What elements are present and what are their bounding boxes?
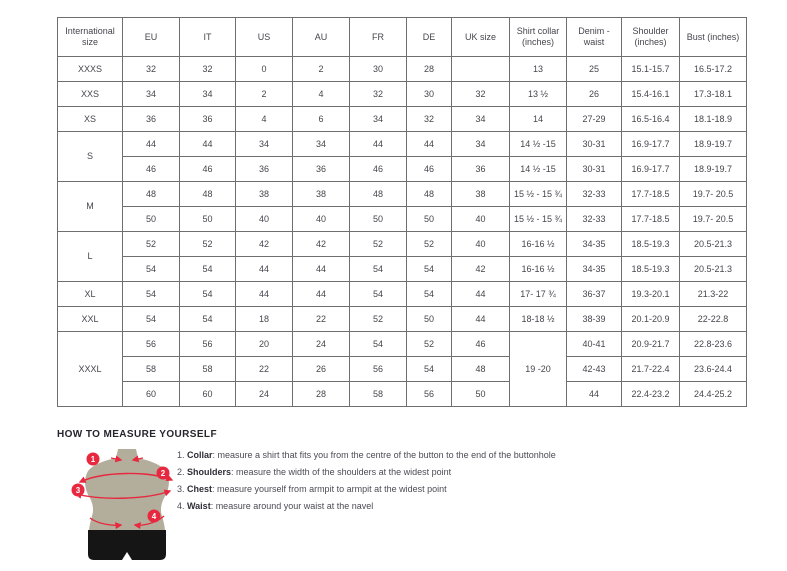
value-cell: 32 (452, 82, 510, 107)
table-row (58, 157, 747, 182)
value-cell: 26 (293, 357, 350, 382)
value-cell: 40 (452, 232, 510, 257)
measure-section-title: HOW TO MEASURE YOURSELF (57, 429, 217, 440)
value-cell: 22-22.8 (680, 307, 747, 332)
value-cell: 30-31 (567, 157, 622, 182)
size-label-cell: M (58, 182, 123, 232)
value-cell: 44 (236, 282, 293, 307)
value-cell: 20 (236, 332, 293, 357)
header-row (58, 18, 747, 57)
value-cell: 36 (293, 157, 350, 182)
value-cell: 36 (236, 157, 293, 182)
instruction-number: 1. (177, 450, 188, 460)
size-label-cell: XL (58, 282, 123, 307)
value-cell: 20.5-21.3 (680, 257, 747, 282)
instruction-text: : measure the width of the shoulders at the widest point (231, 467, 452, 477)
size-label-cell: XXXS (58, 57, 123, 82)
column-header: Denim - waist (567, 18, 622, 57)
value-cell: 52 (350, 307, 407, 332)
value-cell: 58 (123, 357, 180, 382)
value-cell: 17.7-18.5 (622, 182, 680, 207)
value-cell: 52 (123, 232, 180, 257)
value-cell: 4 (236, 107, 293, 132)
value-cell: 38 (452, 182, 510, 207)
column-header: IT (180, 18, 236, 57)
value-cell: 16.5-17.2 (680, 57, 747, 82)
value-cell: 36 (123, 107, 180, 132)
instruction-label: Waist (187, 501, 211, 511)
measure-instruction (177, 467, 556, 477)
column-header: FR (350, 18, 407, 57)
value-cell: 38-39 (567, 307, 622, 332)
instruction-number: 4. (177, 501, 188, 511)
table-row (58, 107, 747, 132)
value-cell: 21.3-22 (680, 282, 747, 307)
value-cell: 52 (407, 232, 452, 257)
value-cell: 22.4-23.2 (622, 382, 680, 407)
value-cell: 56 (350, 357, 407, 382)
value-cell: 44 (123, 132, 180, 157)
value-cell: 32-33 (567, 207, 622, 232)
value-cell: 18-18 ½ (510, 307, 567, 332)
instruction-number: 2. (177, 467, 188, 477)
table-row (58, 232, 747, 257)
value-cell: 20.1-20.9 (622, 307, 680, 332)
value-cell: 52 (407, 332, 452, 357)
table-row (58, 207, 747, 232)
column-header: Shirt collar (inches) (510, 18, 567, 57)
value-cell: 54 (350, 332, 407, 357)
table-row (58, 332, 747, 357)
instruction-label: Shoulders (187, 467, 232, 477)
value-cell: 48 (452, 357, 510, 382)
value-cell: 13 (510, 57, 567, 82)
value-cell: 15.4-16.1 (622, 82, 680, 107)
table-row (58, 57, 747, 82)
size-label-cell: XS (58, 107, 123, 132)
value-cell: 32 (350, 82, 407, 107)
value-cell: 14 ½ -15 (510, 132, 567, 157)
value-cell: 2 (236, 82, 293, 107)
value-cell: 46 (350, 157, 407, 182)
value-cell: 50 (407, 207, 452, 232)
table-row (58, 307, 747, 332)
value-cell: 60 (123, 382, 180, 407)
value-cell: 42-43 (567, 357, 622, 382)
value-cell: 44 (407, 132, 452, 157)
column-header: AU (293, 18, 350, 57)
value-cell: 26 (567, 82, 622, 107)
value-cell: 24 (236, 382, 293, 407)
value-cell: 34 (236, 132, 293, 157)
column-header: US (236, 18, 293, 57)
value-cell: 20.9-21.7 (622, 332, 680, 357)
value-cell: 30 (407, 82, 452, 107)
value-cell: 46 (180, 157, 236, 182)
instruction-label: Chest (187, 484, 213, 494)
value-cell: 17.3-18.1 (680, 82, 747, 107)
instruction-text: : measure around your waist at the navel (210, 501, 374, 511)
value-cell: 6 (293, 107, 350, 132)
value-cell: 16.5-16.4 (622, 107, 680, 132)
value-cell: 34 (180, 82, 236, 107)
value-cell: 22 (236, 357, 293, 382)
value-cell: 50 (350, 207, 407, 232)
table-row (58, 182, 747, 207)
value-cell: 48 (123, 182, 180, 207)
torso-measurement-diagram (64, 446, 190, 566)
size-label-cell: S (58, 132, 123, 182)
value-cell: 54 (350, 282, 407, 307)
value-cell: 32 (180, 57, 236, 82)
value-cell: 18.9-19.7 (680, 132, 747, 157)
value-cell: 17.7-18.5 (622, 207, 680, 232)
value-cell: 18 (236, 307, 293, 332)
value-cell: 16-16 ½ (510, 257, 567, 282)
value-cell: 54 (407, 257, 452, 282)
value-cell: 58 (350, 382, 407, 407)
measure-instruction (177, 484, 556, 494)
value-cell: 36 (180, 107, 236, 132)
value-cell: 19 -20 (510, 332, 567, 407)
table-row (58, 82, 747, 107)
value-cell: 20.5-21.3 (680, 232, 747, 257)
value-cell: 54 (407, 282, 452, 307)
value-cell: 48 (407, 182, 452, 207)
value-cell: 32 (123, 57, 180, 82)
value-cell: 48 (180, 182, 236, 207)
value-cell: 54 (123, 282, 180, 307)
value-cell: 46 (123, 157, 180, 182)
value-cell: 54 (123, 257, 180, 282)
value-cell: 44 (452, 307, 510, 332)
value-cell: 44 (293, 257, 350, 282)
value-cell: 54 (350, 257, 407, 282)
torso-figure (64, 446, 190, 566)
value-cell: 13 ½ (510, 82, 567, 107)
size-label-cell: L (58, 232, 123, 282)
value-cell: 19.7- 20.5 (680, 207, 747, 232)
value-cell: 46 (452, 332, 510, 357)
value-cell: 21.7-22.4 (622, 357, 680, 382)
badge-1-number: 1 (90, 455, 96, 464)
value-cell: 50 (407, 307, 452, 332)
value-cell: 16.9-17.7 (622, 132, 680, 157)
value-cell: 58 (180, 357, 236, 382)
value-cell: 14 ½ -15 (510, 157, 567, 182)
column-header: DE (407, 18, 452, 57)
value-cell: 42 (236, 232, 293, 257)
value-cell: 22 (293, 307, 350, 332)
value-cell: 18.9-19.7 (680, 157, 747, 182)
value-cell: 44 (293, 282, 350, 307)
value-cell: 32 (407, 107, 452, 132)
value-cell: 42 (293, 232, 350, 257)
value-cell: 38 (236, 182, 293, 207)
value-cell: 40 (236, 207, 293, 232)
value-cell: 40 (293, 207, 350, 232)
value-cell: 44 (350, 132, 407, 157)
value-cell: 34 (123, 82, 180, 107)
value-cell: 2 (293, 57, 350, 82)
value-cell: 34 (452, 107, 510, 132)
value-cell: 36-37 (567, 282, 622, 307)
value-cell: 18.1-18.9 (680, 107, 747, 132)
value-cell: 54 (180, 282, 236, 307)
value-cell: 56 (407, 382, 452, 407)
value-cell: 15 ½ - 15 ¾ (510, 182, 567, 207)
value-cell: 50 (452, 382, 510, 407)
instruction-text: : measure a shirt that fits you from the centre of the button to the end of the buttonhole (212, 450, 556, 460)
instruction-number: 3. (177, 484, 188, 494)
value-cell: 40-41 (567, 332, 622, 357)
measure-instruction (177, 450, 556, 460)
value-cell: 44 (567, 382, 622, 407)
value-cell: 15 ½ - 15 ¾ (510, 207, 567, 232)
value-cell: 22.8-23.6 (680, 332, 747, 357)
shorts-shape (88, 530, 166, 560)
value-cell: 38 (293, 182, 350, 207)
value-cell: 44 (236, 257, 293, 282)
column-header: EU (123, 18, 180, 57)
table-row (58, 257, 747, 282)
value-cell: 25 (567, 57, 622, 82)
instruction-text: : measure yourself from armpit to armpit at the widest point (212, 484, 447, 494)
size-label-cell: XXS (58, 82, 123, 107)
value-cell: 48 (350, 182, 407, 207)
value-cell: 52 (180, 232, 236, 257)
table-row (58, 357, 747, 382)
column-header: UK size (452, 18, 510, 57)
size-chart-table (57, 17, 747, 407)
value-cell: 54 (180, 257, 236, 282)
value-cell: 52 (350, 232, 407, 257)
value-cell: 40 (452, 207, 510, 232)
value-cell: 34 (350, 107, 407, 132)
value-cell: 18.5-19.3 (622, 232, 680, 257)
instruction-label: Collar (187, 450, 213, 460)
value-cell: 0 (236, 57, 293, 82)
value-cell: 54 (180, 307, 236, 332)
measure-instructions-list (177, 450, 556, 518)
value-cell: 34 (293, 132, 350, 157)
size-label-cell: XXXL (58, 332, 123, 407)
badge-2-number: 2 (160, 469, 166, 478)
value-cell: 34-35 (567, 257, 622, 282)
size-label-cell: XXL (58, 307, 123, 332)
value-cell: 32-33 (567, 182, 622, 207)
value-cell: 54 (407, 357, 452, 382)
value-cell: 23.6-24.4 (680, 357, 747, 382)
value-cell: 60 (180, 382, 236, 407)
value-cell: 30-31 (567, 132, 622, 157)
table-row (58, 282, 747, 307)
table-header-row (58, 18, 747, 57)
value-cell: 34 (452, 132, 510, 157)
value-cell: 44 (180, 132, 236, 157)
value-cell: 19.3-20.1 (622, 282, 680, 307)
value-cell: 54 (123, 307, 180, 332)
table-row (58, 132, 747, 157)
value-cell: 30 (350, 57, 407, 82)
value-cell: 15.1-15.7 (622, 57, 680, 82)
value-cell: 4 (293, 82, 350, 107)
badge-3-number: 3 (75, 486, 81, 495)
measure-instruction (177, 501, 556, 511)
value-cell: 44 (452, 282, 510, 307)
value-cell: 18.5-19.3 (622, 257, 680, 282)
column-header: Shoulder (inches) (622, 18, 680, 57)
value-cell: 27-29 (567, 107, 622, 132)
column-header: International size (58, 18, 123, 57)
value-cell: 19.7- 20.5 (680, 182, 747, 207)
value-cell: 50 (123, 207, 180, 232)
value-cell: 14 (510, 107, 567, 132)
value-cell: 28 (407, 57, 452, 82)
value-cell: 24.4-25.2 (680, 382, 747, 407)
value-cell: 42 (452, 257, 510, 282)
value-cell: 16.9-17.7 (622, 157, 680, 182)
value-cell: 17- 17 ¾ (510, 282, 567, 307)
value-cell: 46 (407, 157, 452, 182)
value-cell: 34-35 (567, 232, 622, 257)
value-cell (452, 57, 510, 82)
value-cell: 28 (293, 382, 350, 407)
table-row (58, 382, 747, 407)
value-cell: 16-16 ½ (510, 232, 567, 257)
table-body (58, 57, 747, 407)
badge-4-number: 4 (151, 512, 157, 521)
value-cell: 56 (180, 332, 236, 357)
column-header: Bust (inches) (680, 18, 747, 57)
value-cell: 24 (293, 332, 350, 357)
value-cell: 50 (180, 207, 236, 232)
value-cell: 36 (452, 157, 510, 182)
value-cell: 56 (123, 332, 180, 357)
